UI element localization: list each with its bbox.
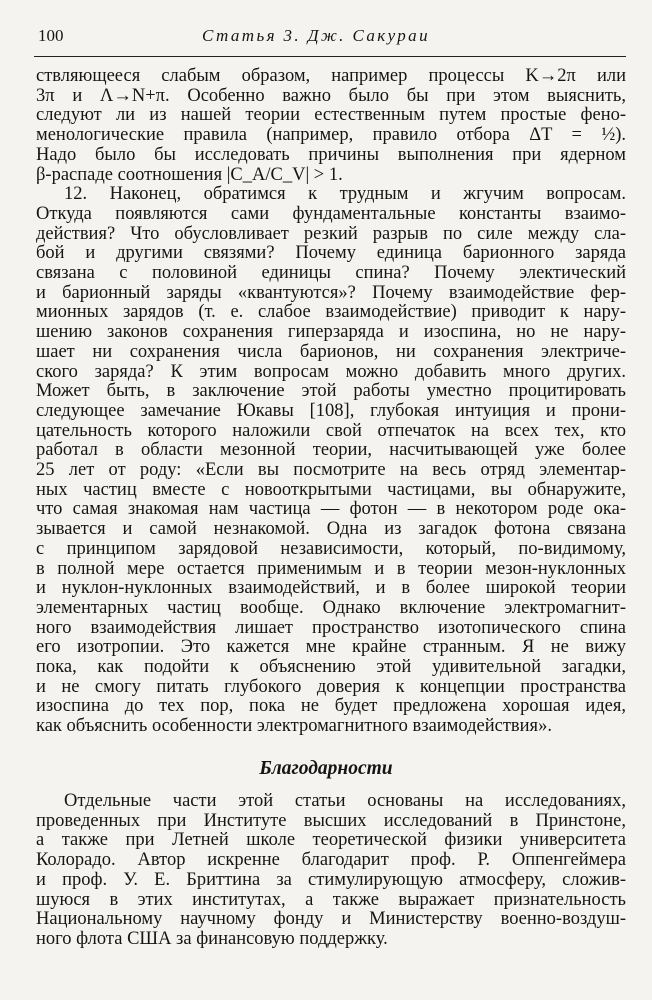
body-line: мионных зарядов (т. е. слабое взаимодействие) приводит к нару- [36,303,626,323]
body-line: как объяснить особенности электромагнитного взаимодействия». [36,717,552,737]
body-line: его изотропии. Это кажется мне крайне странным. Я не вижу [36,638,626,658]
body-line: изоспина до тех пор, пока не будет предложена хорошая идея, [36,697,626,717]
body-line: следуют ли из нашей теории естественным путем простые фено- [36,106,626,126]
body-line: в полной мере остается применимым и в теории мезон-нуклонных [36,559,626,579]
acknowledgement-line: а также при Летней школе теоретической физики университета [36,831,626,851]
page-header [34,22,626,57]
page-number: 100 [38,26,64,45]
acknowledgement-line: Национальному научному фонду и Министерству военно-воздуш- [36,910,626,930]
body-line: ных частиц вместе с новооткрытыми частицами, вы обнаружите, [36,480,626,500]
body-line: β-распаде соотношения |C_A/C_V| > 1. [36,165,343,185]
acknowledgement-line: и проф. У. Е. Бриттина за стимулирующую атмосферу, сложив- [36,870,626,890]
running-head: Статья 3. Дж. Сакураи [202,26,430,45]
body-line: ного взаимодействия лишает пространство изотопического спина [36,618,626,638]
body-line: и не смогу питать глубокого доверия к концепции пространства [36,677,626,697]
body-line: и нуклон-нуклонных взаимодействий, и в более широкой теории [36,579,626,599]
section-title: Благодарности [259,758,393,779]
body-line: что самая знакомая нам частица — фотон — в некотором роде ока- [36,500,626,520]
acknowledgement-line: шуюся в этих институтах, а также выражает признательность [36,890,626,910]
body-line: Откуда появляются сами фундаментальные константы взаимо- [36,204,626,224]
acknowledgement-line: Отдельные части этой статьи основаны на исследованиях, [64,792,626,811]
body-line: 3π и Λ→N+π. Особенно важно было бы при этом выяснить, [36,86,626,106]
acknowledgement-line: ного флота США за финансовую поддержку. [36,929,388,949]
body-line: цательность которого наложили свой отпечаток на всех тех, кто [36,421,626,441]
body-line: работал в области мезонной теории, насчитывающей уже более [36,441,626,461]
body-line: 12. Наконец, обратимся к трудным и жгучим вопросам. [64,185,626,205]
body-line: действия? Что обусловливает резкий разрыв по силе между сла- [36,224,626,244]
body-line: менологические правила (например, правило отбора ΔT = ½). [36,126,626,146]
body-line: с принципом зарядовой независимости, который, по-видимому, [36,539,626,559]
body-line: пока, как подойти к объяснению этой удивительной загадки, [36,658,626,677]
body-line: Надо было бы исследовать причины выполнения при ядерном [36,145,626,165]
body-line: ского заряда? К этим вопросам можно добавить много других. [36,362,626,382]
acknowledgement-line: Колорадо. Автор искренне благодарит проф. Р. Оппенгеймера [36,851,626,871]
body-line: ствляющееся слабым образом, например процессы K→2π или [36,67,626,86]
body-line: элементарных частиц вообще. Однако включение электромагнит- [36,598,626,618]
body-line: 25 лет от роду: «Если вы посмотрите на весь отряд элементар- [36,461,626,480]
body-line: связана с половиной единицы спина? Почему электический [36,264,626,283]
acknowledgement-line: проведенных при Институте высших исследований в Принстоне, [36,811,626,831]
body-line: и барионный заряды «квантуются»? Почему взаимодействие фер- [36,283,626,303]
body-line: Может быть, в заключение этой работы уместно процитировать [36,382,626,402]
body-line: бой и другими связями? Почему единица барионного заряда [36,244,626,264]
body-line: следующее замечание Юкавы [108], глубокая интуиция и прони- [36,401,626,421]
body-line: зывается и самой незнакомой. Одна из загадок фотона связана [36,520,626,540]
body-line: шению законов сохранения гиперзаряда и изоспина, но не нару- [36,323,626,343]
body-line: шает ни сохранения числа барионов, ни сохранения электриче- [36,342,626,362]
